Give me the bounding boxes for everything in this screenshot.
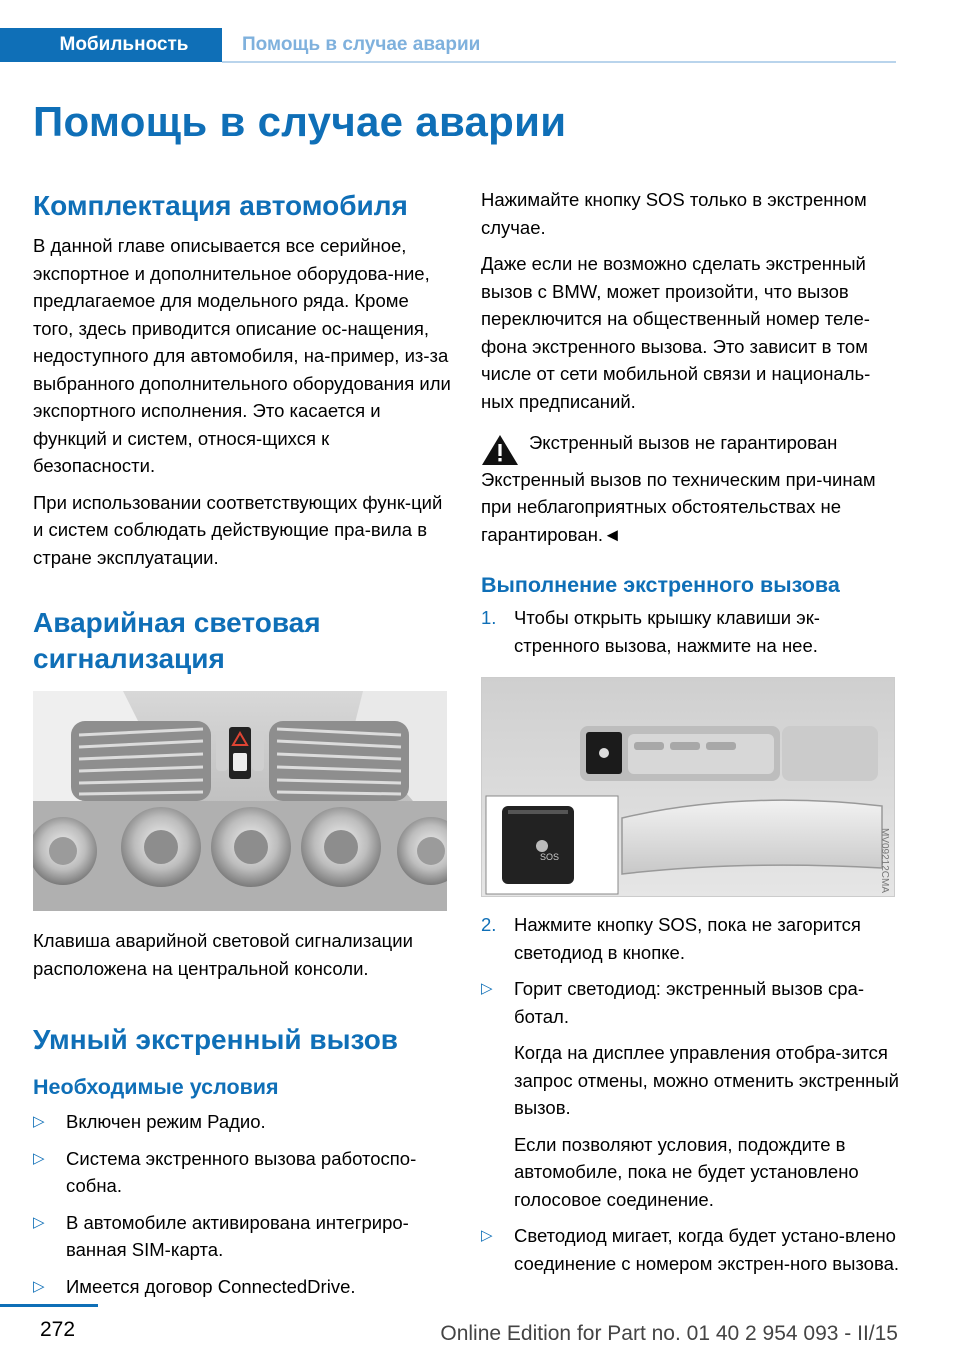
requirement-item: [33, 1273, 453, 1301]
step-text: Чтобы открыть крышку клавиши эк‐стренного вызова, нажмите на нее.: [514, 607, 820, 656]
hazard-caption: Клавиша аварийной световой сигнализации расположена на центральной консоли.: [33, 930, 413, 979]
warning-title: Экстренный вызов не гарантирован: [529, 432, 838, 453]
sos-key-label: SOS: [540, 852, 560, 862]
left-column: [33, 188, 453, 1309]
header-divider: [222, 61, 896, 63]
led-on-detail-1: Когда на дисплее управления отобра‐зится запрос отмены, можно отменить экстренный вызов.: [514, 1042, 900, 1118]
execute-call-heading: Выполнение экстренного вызова: [481, 573, 840, 597]
triangle-bullet-icon: ▷: [481, 1227, 493, 1244]
step-number: 1.: [481, 607, 497, 628]
footer-divider: [0, 1304, 98, 1307]
led-on-item: [481, 975, 901, 1030]
requirement-text: В автомобиле активирована интегриро‐ванная SIM-карта.: [66, 1211, 409, 1260]
page-number: 272: [40, 1318, 76, 1341]
tab-mobility[interactable]: [0, 28, 222, 62]
page-title: Помощь в случае аварии: [33, 98, 567, 145]
figure-code: MV09212CMA: [879, 828, 890, 894]
step-1: [481, 604, 901, 659]
hazard-button-photo: [33, 691, 447, 911]
step-number: 2.: [481, 914, 497, 935]
edition-note: Online Edition for Part no. 01 40 2 954 093 - II/15: [440, 1322, 898, 1345]
led-blink-text: Светодиод мигает, когда будет устано‐влено соединение с номером экстрен‐ного вызова.: [514, 1225, 900, 1274]
step-text: Нажмите кнопку SOS, пока не загорится светодиод в кнопке.: [514, 914, 861, 963]
led-on-text: Горит светодиод: экстренный вызов сра‐ботал.: [514, 978, 864, 1027]
requirement-text: Включен режим Радио.: [66, 1111, 266, 1132]
equipment-paragraph-2: При использовании соответствующих функ‐ций и систем соблюдать действующие пра‐вила в стране эксплуатации.: [33, 491, 443, 568]
sos-usage-note: Нажимайте кнопку SOS только в экстренном случае.: [481, 189, 867, 238]
requirement-item: [33, 1108, 453, 1136]
triangle-bullet-icon: ▷: [481, 980, 493, 997]
console-illustration: [33, 691, 447, 911]
roof-console-illustration: [482, 678, 895, 897]
equipment-heading: Комплектация автомобиля: [33, 190, 408, 221]
requirement-item: [33, 1145, 453, 1200]
requirement-text: Система экстренного вызова работоспо‐собна.: [66, 1147, 417, 1196]
triangle-bullet-icon: ▷: [33, 1113, 45, 1130]
requirement-item: [33, 1209, 453, 1264]
equipment-paragraph-1: В данной главе описывается все серийное, экспортное и дополнительное оборудова‐ние, предлагаемое для модельного ряда. Кроме того, здесь приводится описание ос‐нащения, недоступного для автомобиля, на‐пример, из-за выбранного дополнительного оборудования или экспортного исполнения. Это касается и функций и систем, относя‐щихся к безопасности.: [33, 235, 451, 476]
sos-button-photo: [481, 677, 895, 897]
tab-mobility-label: Мобильность: [59, 34, 189, 55]
warning-text: Экстренный вызов по техническим при‐чинам при неблагоприятных обстоятельствах не гарантирован.◄: [481, 468, 876, 545]
smart-call-heading: Умный экстренный вызов: [33, 1024, 399, 1055]
warning-icon: [481, 433, 519, 467]
hazard-heading: Аварийная световая сигнализация: [33, 607, 321, 674]
tab-breakdown-help-label: Помощь в случае аварии: [242, 34, 481, 55]
step-2: [481, 911, 901, 966]
requirements-heading: Необходимые условия: [33, 1075, 279, 1099]
triangle-bullet-icon: ▷: [33, 1213, 45, 1231]
triangle-bullet-icon: ▷: [33, 1277, 45, 1295]
led-on-detail-2: Если позволяют условия, подождите в автомобиле, пока не будет установлено голосовое соединение.: [514, 1133, 859, 1210]
triangle-bullet-icon: ▷: [33, 1149, 45, 1167]
led-blink-item: [481, 1222, 901, 1277]
requirement-text: Имеется договор ConnectedDrive.: [66, 1275, 356, 1297]
right-column: [481, 186, 901, 1286]
warning-block: [481, 429, 901, 548]
tab-breakdown-help[interactable]: [222, 28, 480, 62]
public-number-note: Даже если не возможно сделать экстренный вызов с BMW, может произойти, что вызов переключится на общественный номер теле‐фона экстренного вызова. Это зависит в том числе от сети мобильной связи и националь‐ных предписаний.: [481, 253, 871, 412]
